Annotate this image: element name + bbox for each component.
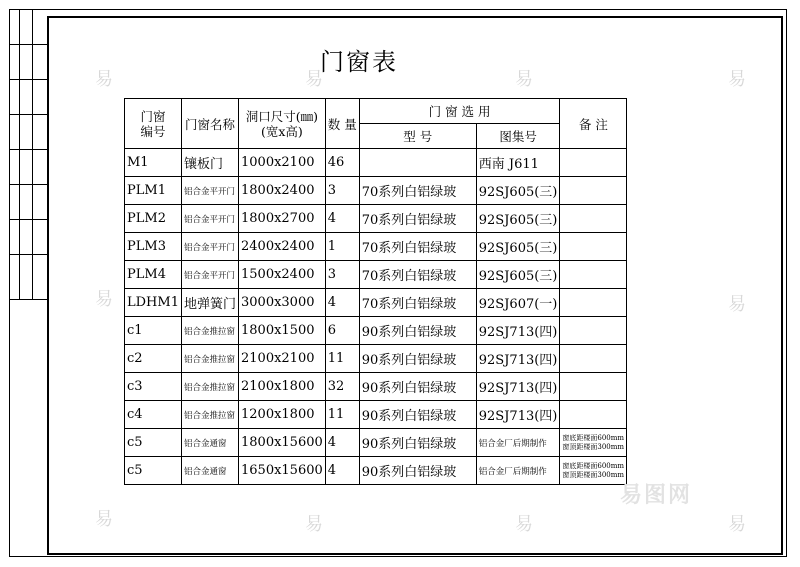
cell-atlas: 92SJ605(三) <box>476 205 560 233</box>
watermark-glyph: 易 <box>515 514 533 535</box>
door-window-table <box>124 98 627 485</box>
cell-remark <box>560 205 627 233</box>
cell-name: 镶板门 <box>181 149 238 177</box>
watermark-glyph: 易 <box>305 69 323 90</box>
cell-code: c2 <box>125 345 182 373</box>
cell-qty: 32 <box>325 373 359 401</box>
cell-type: 70系列白铝绿玻 <box>359 205 476 233</box>
watermark-glyph: 易 <box>95 69 113 90</box>
cell-size: 1500x2400 <box>239 261 326 289</box>
cell-remark <box>560 373 627 401</box>
cell-remark <box>560 233 627 261</box>
header-atlas: 图集号 <box>476 124 560 149</box>
cell-qty: 6 <box>325 317 359 345</box>
table-row <box>125 233 627 261</box>
cell-name: 铝合金通窗 <box>181 429 238 457</box>
watermark-glyph: 易 <box>728 69 746 90</box>
cell-code: c5 <box>125 457 182 485</box>
cell-type: 90系列白铝绿玻 <box>359 429 476 457</box>
watermark-glyph: 易 <box>728 294 746 315</box>
cell-remark <box>560 261 627 289</box>
cell-atlas: 92SJ713(四) <box>476 317 560 345</box>
header-code: 门窗 编号 <box>125 99 182 149</box>
cell-qty: 4 <box>325 457 359 485</box>
cell-code: M1 <box>125 149 182 177</box>
cell-code: c5 <box>125 429 182 457</box>
cell-name: 地弹簧门 <box>181 289 238 317</box>
cell-atlas: 92SJ607(一) <box>476 289 560 317</box>
cell-name: 铝合金平开门 <box>181 205 238 233</box>
cell-type: 70系列白铝绿玻 <box>359 261 476 289</box>
cell-code: c1 <box>125 317 182 345</box>
cell-code: c4 <box>125 401 182 429</box>
cell-qty: 3 <box>325 261 359 289</box>
header-size: 洞口尺寸(㎜) (宽x高) <box>239 99 326 149</box>
cell-size: 2100x1800 <box>239 373 326 401</box>
cell-atlas: 铝合金厂后期制作 <box>476 457 560 485</box>
cell-size: 1800x1500 <box>239 317 326 345</box>
cell-remark <box>560 345 627 373</box>
cell-atlas: 铝合金厂后期制作 <box>476 429 560 457</box>
watermark-glyph: 易 <box>515 69 533 90</box>
cell-code: LDHM1 <box>125 289 182 317</box>
cell-type: 90系列白铝绿玻 <box>359 373 476 401</box>
cell-qty: 3 <box>325 177 359 205</box>
cell-code: PLM2 <box>125 205 182 233</box>
cell-size: 3000x3000 <box>239 289 326 317</box>
cell-atlas: 92SJ713(四) <box>476 345 560 373</box>
cell-size: 1800x15600 <box>239 429 326 457</box>
cell-code: PLM3 <box>125 233 182 261</box>
cell-name: 铝合金推拉窗 <box>181 373 238 401</box>
cell-name: 铝合金推拉窗 <box>181 401 238 429</box>
cell-atlas: 92SJ713(四) <box>476 373 560 401</box>
cell-atlas: 92SJ713(四) <box>476 401 560 429</box>
table-row <box>125 205 627 233</box>
table-row <box>125 345 627 373</box>
cell-type: 90系列白铝绿玻 <box>359 317 476 345</box>
cell-name: 铝合金推拉窗 <box>181 345 238 373</box>
cell-qty: 4 <box>325 289 359 317</box>
cell-name: 铝合金通窗 <box>181 457 238 485</box>
cell-remark: 窗底距楼面600mm 窗顶距楼面300mm <box>560 429 627 457</box>
header-qty: 数 量 <box>325 99 359 149</box>
watermark-glyph: 易 <box>305 514 323 535</box>
cell-size: 1000x2100 <box>239 149 326 177</box>
cell-size: 2400x2400 <box>239 233 326 261</box>
cell-atlas: 92SJ605(三) <box>476 233 560 261</box>
cell-type: 90系列白铝绿玻 <box>359 457 476 485</box>
header-remark: 备 注 <box>560 99 627 149</box>
cell-type: 70系列白铝绿玻 <box>359 177 476 205</box>
table-row <box>125 429 627 457</box>
cell-qty: 4 <box>325 205 359 233</box>
cell-code: PLM4 <box>125 261 182 289</box>
header-selection: 门 窗 选 用 <box>359 99 560 124</box>
cell-qty: 11 <box>325 345 359 373</box>
cell-qty: 46 <box>325 149 359 177</box>
watermark-glyph: 易 <box>728 514 746 535</box>
cell-remark <box>560 401 627 429</box>
cell-atlas: 西南 J611 <box>476 149 560 177</box>
watermark-logo: 易图网 <box>620 483 693 508</box>
header-row-1 <box>125 99 627 124</box>
header-type: 型 号 <box>359 124 476 149</box>
table-row <box>125 401 627 429</box>
cell-atlas: 92SJ605(三) <box>476 261 560 289</box>
cell-name: 铝合金推拉窗 <box>181 317 238 345</box>
cell-size: 1800x2700 <box>239 205 326 233</box>
cell-remark <box>560 289 627 317</box>
table-row <box>125 373 627 401</box>
cell-remark <box>560 317 627 345</box>
cell-type: 70系列白铝绿玻 <box>359 289 476 317</box>
cell-type: 90系列白铝绿玻 <box>359 345 476 373</box>
cell-size: 1800x2400 <box>239 177 326 205</box>
cell-name: 铝合金平开门 <box>181 233 238 261</box>
cell-size: 1200x1800 <box>239 401 326 429</box>
cell-atlas: 92SJ605(三) <box>476 177 560 205</box>
table-row <box>125 457 627 485</box>
cell-code: c3 <box>125 373 182 401</box>
header-name: 门窗名称 <box>181 99 238 149</box>
page-title: 门窗表 <box>320 48 398 76</box>
cell-size: 1650x15600 <box>239 457 326 485</box>
cell-name: 铝合金平开门 <box>181 177 238 205</box>
cell-qty: 1 <box>325 233 359 261</box>
cell-code: PLM1 <box>125 177 182 205</box>
table-row <box>125 149 627 177</box>
watermark-glyph: 易 <box>95 289 113 310</box>
cell-size: 2100x2100 <box>239 345 326 373</box>
cell-remark <box>560 149 627 177</box>
binding-title-block <box>9 9 47 557</box>
cell-qty: 11 <box>325 401 359 429</box>
table-row <box>125 317 627 345</box>
cell-qty: 4 <box>325 429 359 457</box>
watermark-glyph: 易 <box>95 509 113 530</box>
table-row <box>125 261 627 289</box>
cell-type <box>359 149 476 177</box>
cell-type: 90系列白铝绿玻 <box>359 401 476 429</box>
table-row <box>125 177 627 205</box>
table-row <box>125 289 627 317</box>
cell-remark: 窗底距楼面600mm 窗顶距楼面300mm <box>560 457 627 485</box>
cell-name: 铝合金平开门 <box>181 261 238 289</box>
cell-remark <box>560 177 627 205</box>
cell-type: 70系列白铝绿玻 <box>359 233 476 261</box>
